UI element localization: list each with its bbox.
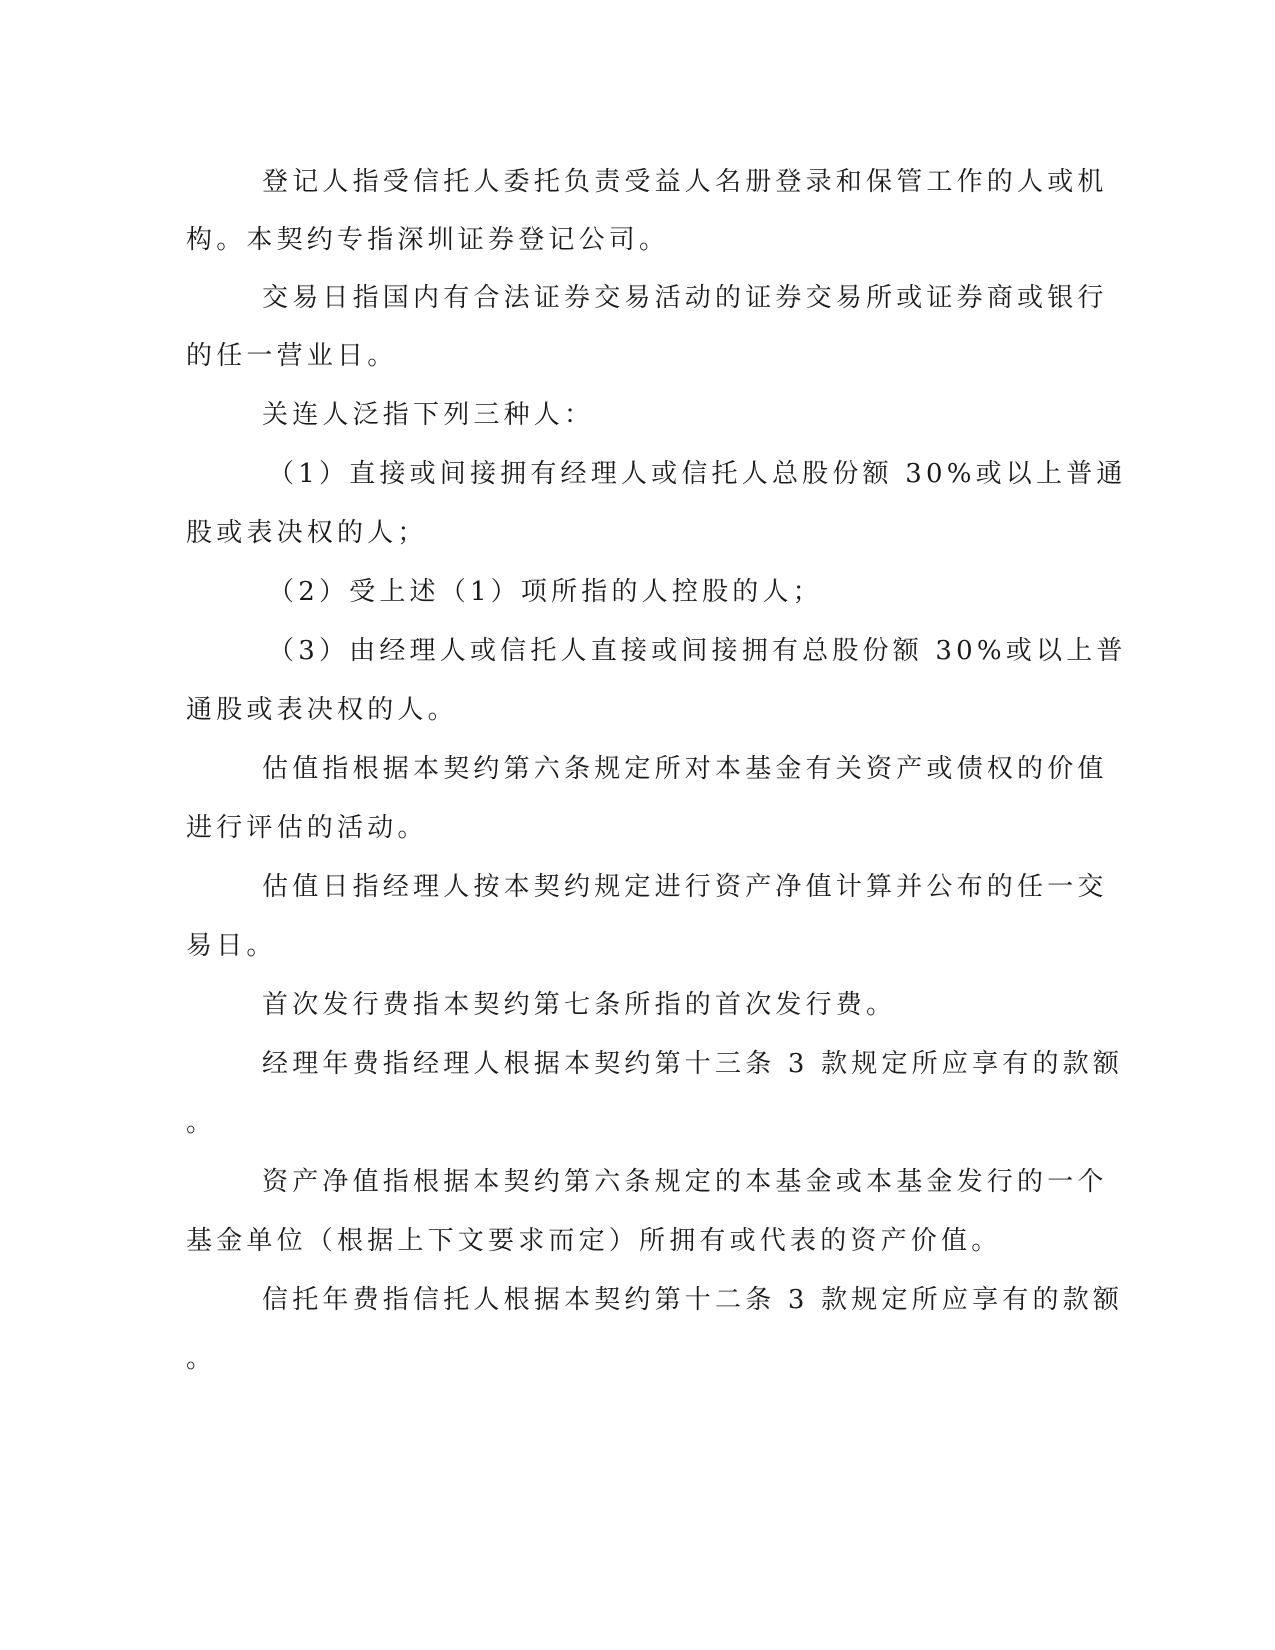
paragraph-trustee-fee-line-1: 信托年费指信托人根据本契约第十二条 3 款规定所应享有的款额 (262, 1285, 1124, 1315)
list-item-1-line-2: 股或表决权的人； (186, 518, 428, 548)
paragraph-net-asset-value-line-2: 基金单位（根据上下文要求而定）所拥有或代表的资产价值。 (186, 1226, 1002, 1256)
paragraph-trading-day-line-1: 交易日指国内有合法证券交易活动的证券交易所或证券商或银行 (262, 283, 1108, 313)
list-item-1-line-1: （1）直接或间接拥有经理人或信托人总股份额 30%或以上普通 (268, 459, 1127, 489)
paragraph-connected-persons: 关连人泛指下列三种人： (262, 400, 595, 430)
paragraph-valuation-line-1: 估值指根据本契约第六条规定所对本基金有关资产或债权的价值 (262, 754, 1108, 784)
paragraph-trustee-fee-line-2: 。 (186, 1344, 217, 1374)
paragraph-registrar-line-2: 构。本契约专指深圳证券登记公司。 (186, 225, 670, 255)
paragraph-registrar-line-1: 登记人指受信托人委托负责受益人名册登录和保管工作的人或机 (262, 167, 1108, 197)
list-item-3-line-1: （3）由经理人或信托人直接或间接拥有总股份额 30%或以上普 (268, 636, 1127, 666)
paragraph-valuation-day-line-1: 估值日指经理人按本契约规定进行资产净值计算并公布的任一交 (262, 872, 1108, 902)
paragraph-trading-day-line-2: 的任一营业日。 (186, 341, 398, 371)
list-item-2: （2）受上述（1）项所指的人控股的人； (268, 577, 823, 607)
list-item-3-line-2: 通股或表决权的人。 (186, 695, 458, 725)
paragraph-valuation-day-line-2: 易日。 (186, 931, 277, 961)
paragraph-net-asset-value-line-1: 资产净值指根据本契约第六条规定的本基金或本基金发行的一个 (262, 1167, 1108, 1197)
paragraph-manager-fee-line-1: 经理年费指经理人根据本契约第十三条 3 款规定所应享有的款额 (262, 1049, 1124, 1079)
paragraph-manager-fee-line-2: 。 (186, 1108, 217, 1138)
paragraph-initial-issue-fee: 首次发行费指本契约第七条所指的首次发行费。 (262, 990, 897, 1020)
paragraph-valuation-line-2: 进行评估的活动。 (186, 813, 428, 843)
